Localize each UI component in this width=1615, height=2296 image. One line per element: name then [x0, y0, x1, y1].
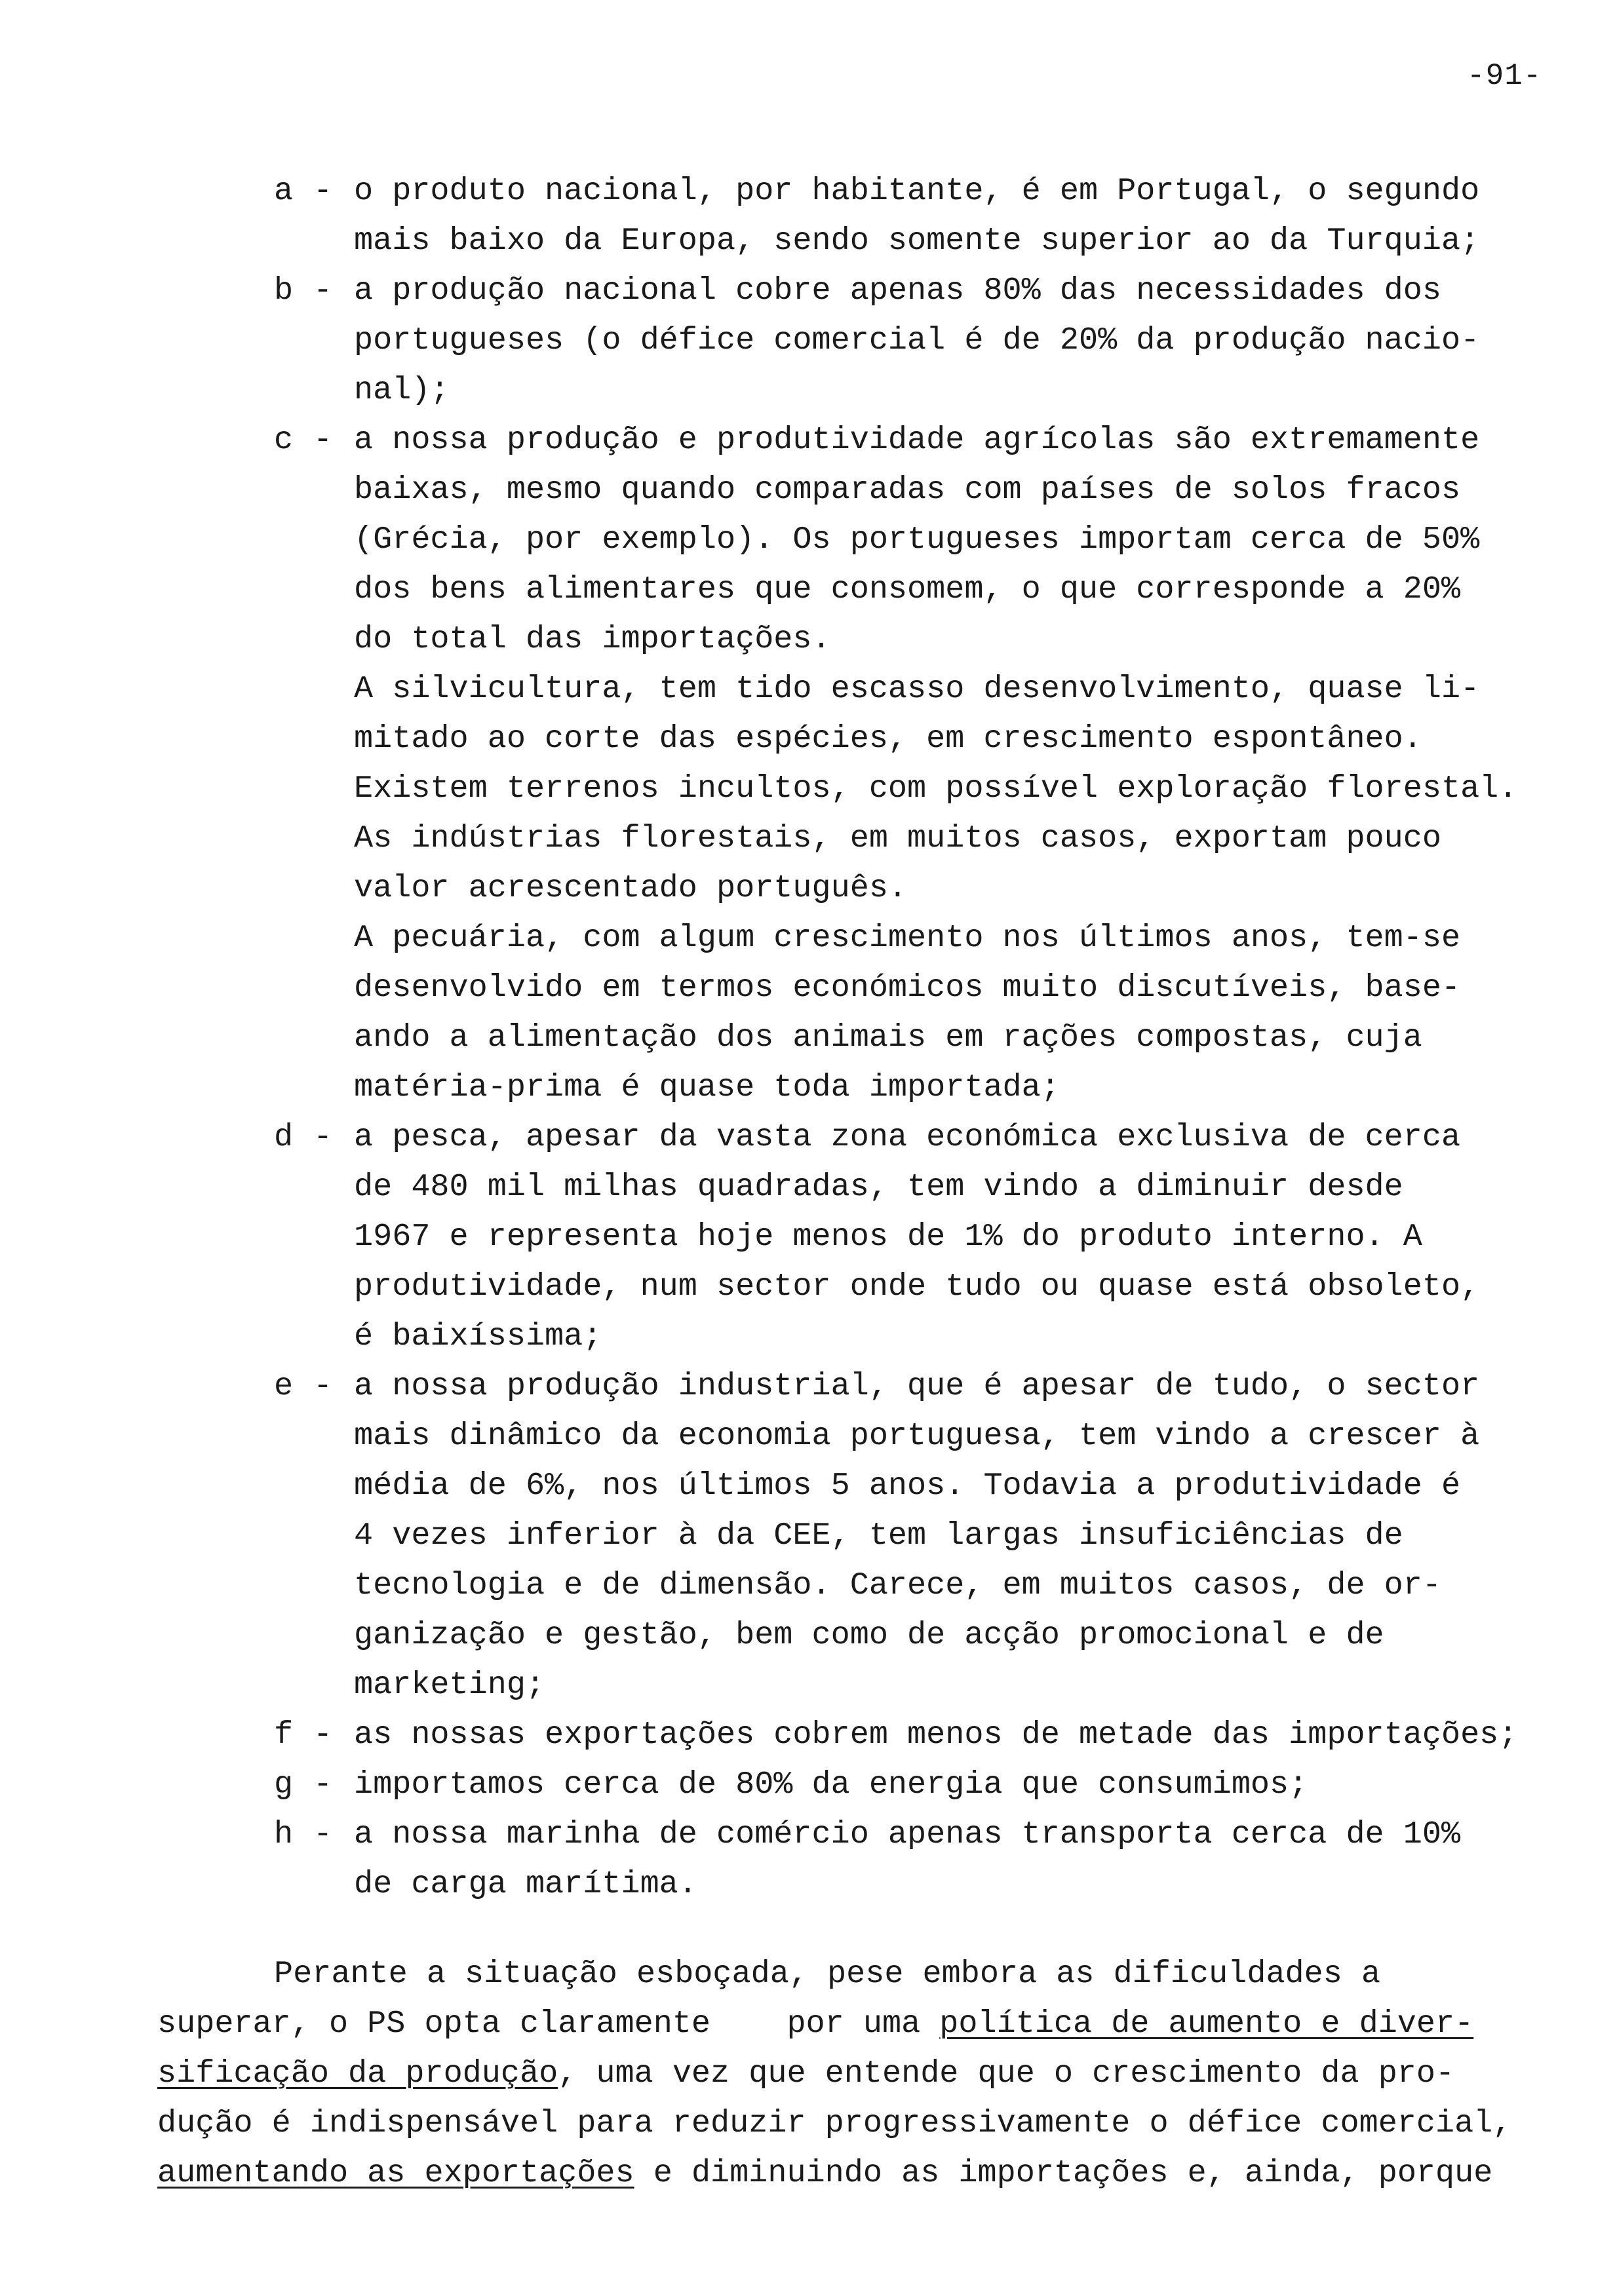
list-item-letter: b: [274, 273, 294, 309]
list-item-line: matéria-prima é quase toda importada;: [354, 1069, 1060, 1105]
list-item-line: A pecuária, com algum crescimento nos últimos anos, tem-se: [354, 920, 1461, 956]
list-item-line: a produção nacional cobre apenas 80% das necessidades dos: [354, 273, 1441, 309]
list-item-letter: e: [274, 1368, 294, 1404]
list-item-line: a nossa produção industrial, que é apesar de tudo, o sector: [354, 1368, 1480, 1404]
list-item-line: 1967 e representa hoje menos de 1% do produto interno. A: [354, 1219, 1422, 1255]
underlined-exports-phrase: aumentando as exportações: [157, 2155, 634, 2191]
list-item-line: as nossas exportações cobrem menos de metade das importações;: [354, 1717, 1518, 1753]
list-item-dash: -: [313, 1119, 333, 1155]
list-item-dash: -: [313, 1368, 333, 1404]
list-item-line: a nossa produção e produtividade agrícolas são extremamente: [354, 422, 1480, 458]
list-item-line: 4 vezes inferior à da CEE, tem largas insuficiências de: [354, 1518, 1403, 1554]
list-item-line: é baixíssima;: [354, 1318, 602, 1354]
list-item-line: valor acrescentado português.: [354, 870, 908, 906]
list-item-line: mais dinâmico da economia portuguesa, tem vindo a crescer à: [354, 1418, 1480, 1454]
list-item-line: nal);: [354, 372, 450, 408]
list-item-line: produtividade, num sector onde tudo ou quase está obsoleto,: [354, 1269, 1480, 1305]
closing-line-4: dução é indispensável para reduzir progressivamente o défice comercial,: [157, 2105, 1512, 2141]
list-item-line: tecnologia e de dimensão. Carece, em muitos casos, de or-: [354, 1567, 1441, 1603]
list-item-line: importamos cerca de 80% da energia que consumimos;: [354, 1767, 1308, 1803]
list-item-line: desenvolvido em termos económicos muito discutíveis, base-: [354, 970, 1461, 1006]
list-item-letter: a: [274, 173, 294, 209]
closing-line-3-text: , uma vez que entende que o crescimento da pro-: [558, 2056, 1455, 2092]
list-item-dash: -: [313, 173, 333, 209]
list-item-letter: d: [274, 1119, 294, 1155]
list-item-line: do total das importações.: [354, 621, 831, 657]
list-item-letter: c: [274, 422, 294, 458]
list-item-line: dos bens alimentares que consomem, o que corresponde a 20%: [354, 571, 1461, 607]
closing-line-5: [157, 2149, 1492, 2198]
list-item-line: mitado ao corte das espécies, em crescimento espontâneo.: [354, 721, 1422, 757]
list-item-line: mais baixo da Europa, sendo somente superior ao da Turquia;: [354, 223, 1480, 259]
page-number: -91-: [1467, 59, 1542, 93]
list-item-line: a pesca, apesar da vasta zona económica exclusiva de cerca: [354, 1119, 1461, 1155]
list-item-line: média de 6%, nos últimos 5 anos. Todavia a produtividade é: [354, 1468, 1461, 1504]
list-item-line: o produto nacional, por habitante, é em Portugal, o segundo: [354, 173, 1480, 209]
list-item-letter: g: [274, 1767, 294, 1803]
underlined-policy-phrase-b: sificação da produção: [157, 2056, 558, 2092]
closing-line-1: Perante a situação esboçada, pese embora as dificuldades a: [274, 1956, 1381, 1992]
list-item-dash: -: [313, 1816, 333, 1852]
list-item-letter: f: [274, 1717, 294, 1753]
list-item-line: marketing;: [354, 1667, 545, 1703]
list-item-line: ando a alimentação dos animais em rações compostas, cuja: [354, 1020, 1422, 1056]
underlined-policy-phrase-a: política de aumento e diver-: [939, 2006, 1474, 2042]
list-item-line: baixas, mesmo quando comparadas com países de solos fracos: [354, 472, 1461, 508]
list-item-line: ganização e gestão, bem como de acção promocional e de: [354, 1617, 1384, 1653]
closing-line-2: [157, 1999, 1473, 2049]
list-item-dash: -: [313, 422, 333, 458]
list-item-dash: -: [313, 1767, 333, 1803]
closing-line-3: [157, 2049, 1454, 2099]
list-item-line: A silvicultura, tem tido escasso desenvolvimento, quase li-: [354, 671, 1480, 707]
list-item-line: Existem terrenos incultos, com possível exploração florestal.: [354, 771, 1518, 807]
list-item-dash: -: [313, 1717, 333, 1753]
list-item-line: de carga marítima.: [354, 1866, 697, 1902]
list-item-line: portugueses (o défice comercial é de 20% da produção nacio-: [354, 322, 1480, 358]
list-item-dash: -: [313, 273, 333, 309]
list-item-line: As indústrias florestais, em muitos casos, exportam pouco: [354, 820, 1441, 856]
list-item-line: a nossa marinha de comércio apenas transporta cerca de 10%: [354, 1816, 1461, 1852]
closing-line-5-text: e diminuindo as importações e, ainda, porque: [634, 2155, 1493, 2191]
list-item-letter: h: [274, 1816, 294, 1852]
list-item-line: (Grécia, por exemplo). Os portugueses importam cerca de 50%: [354, 522, 1480, 558]
list-item-line: de 480 mil milhas quadradas, tem vindo a diminuir desde: [354, 1169, 1403, 1205]
closing-line-2-text: superar, o PS opta claramente por uma: [157, 2006, 940, 2042]
